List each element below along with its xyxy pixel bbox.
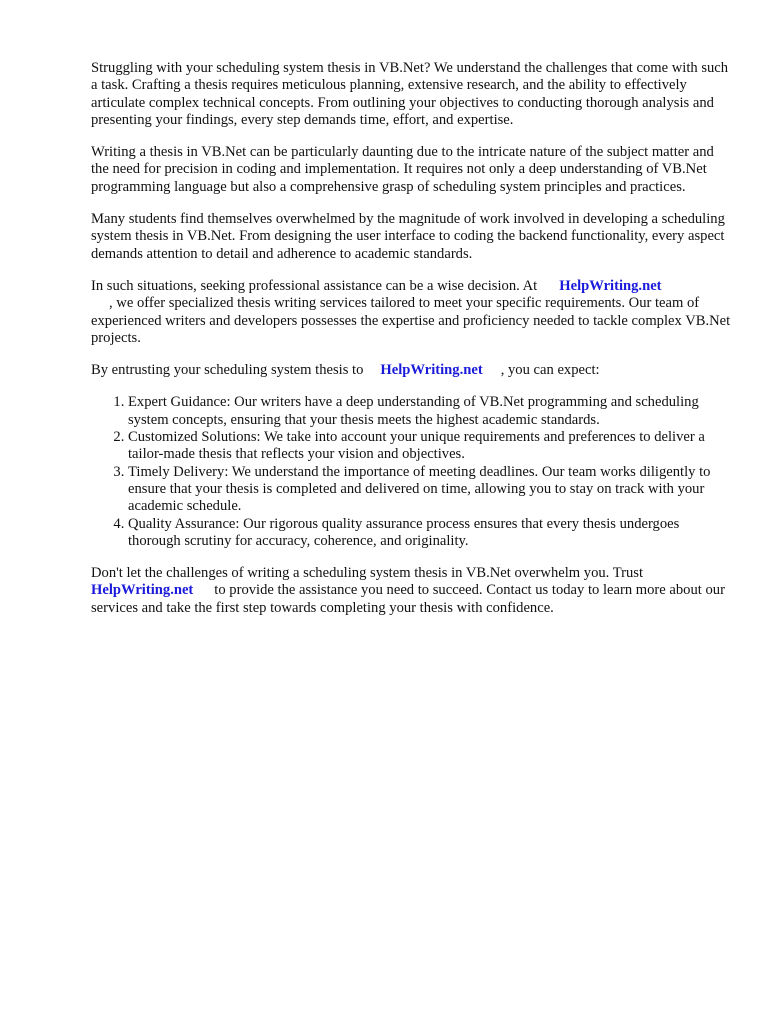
paragraph-assistance-rest: , we offer specialized thesis writing services tailored to meet your specific requirements. Our team of experienced writers and developers possesses the expertise and proficiency needed to tackle complex VB.Net projects.: [91, 295, 731, 346]
paragraph-closing: [91, 565, 731, 617]
helpwriting-link-3[interactable]: HelpWriting.net: [91, 582, 194, 599]
list-item: 1. Expert Guidance: Our writers have a deep understanding of VB.Net programming and scheduling system concepts, ensuring that your thesis meets the highest academic standards.: [128, 394, 731, 429]
document-body: [91, 60, 731, 632]
paragraph-expect-lead: By entrusting your scheduling system thesis to: [91, 362, 364, 379]
paragraph-assistance-lead: In such situations, seeking professional assistance can be a wise decision. At: [91, 277, 538, 294]
paragraph-intro: Struggling with your scheduling system thesis in VB.Net? We understand the challenges that come with such a task. Crafting a thesis requires meticulous planning, extensive research, and the ability to effectively articulate complex technical concepts. From outlining your objectives to conducting thorough analysis and presenting your findings, every step demands time, effort, and expertise.: [91, 60, 729, 128]
paragraph-assistance: [91, 278, 731, 347]
paragraph-expect-rest: , you can expect:: [500, 362, 600, 379]
paragraph-closing-lead: Don't let the challenges of writing a scheduling system thesis in VB.Net overwhelm you. Trust: [91, 565, 643, 582]
paragraph-difficulty: Writing a thesis in VB.Net can be particularly daunting due to the intricate nature of the subject matter and the need for precision in coding and implementation. It requires not only a deep understanding of VB.Net programming language but also a comprehensive grasp of scheduling system principles and practices.: [91, 144, 714, 195]
benefits-list: [91, 394, 731, 550]
list-item: 2. Customized Solutions: We take into account your unique requirements and preferences to deliver a tailor-made thesis that reflects your vision and objectives.: [128, 429, 731, 464]
list-item: 3. Timely Delivery: We understand the importance of meeting deadlines. Our team works diligently to ensure that your thesis is completed and delivered on time, allowing you to stay on track with your academic schedule.: [128, 464, 731, 516]
list-item: 4. Quality Assurance: Our rigorous quality assurance process ensures that every thesis undergoes thorough scrutiny for accuracy, coherence, and originality.: [128, 516, 731, 551]
helpwriting-link-1[interactable]: HelpWriting.net: [559, 277, 662, 294]
paragraph-expect: [91, 362, 731, 379]
paragraph-closing-rest: to provide the assistance you need to succeed. Contact us today to learn more about our services and take the first step towards completing your thesis with confidence.: [91, 582, 725, 616]
helpwriting-link-2[interactable]: HelpWriting.net: [380, 362, 483, 379]
paragraph-overwhelmed: Many students find themselves overwhelmed by the magnitude of work involved in developing a scheduling system thesis in VB.Net. From designing the user interface to coding the backend functionality, every aspect demands attention to detail and adherence to academic standards.: [91, 211, 725, 262]
